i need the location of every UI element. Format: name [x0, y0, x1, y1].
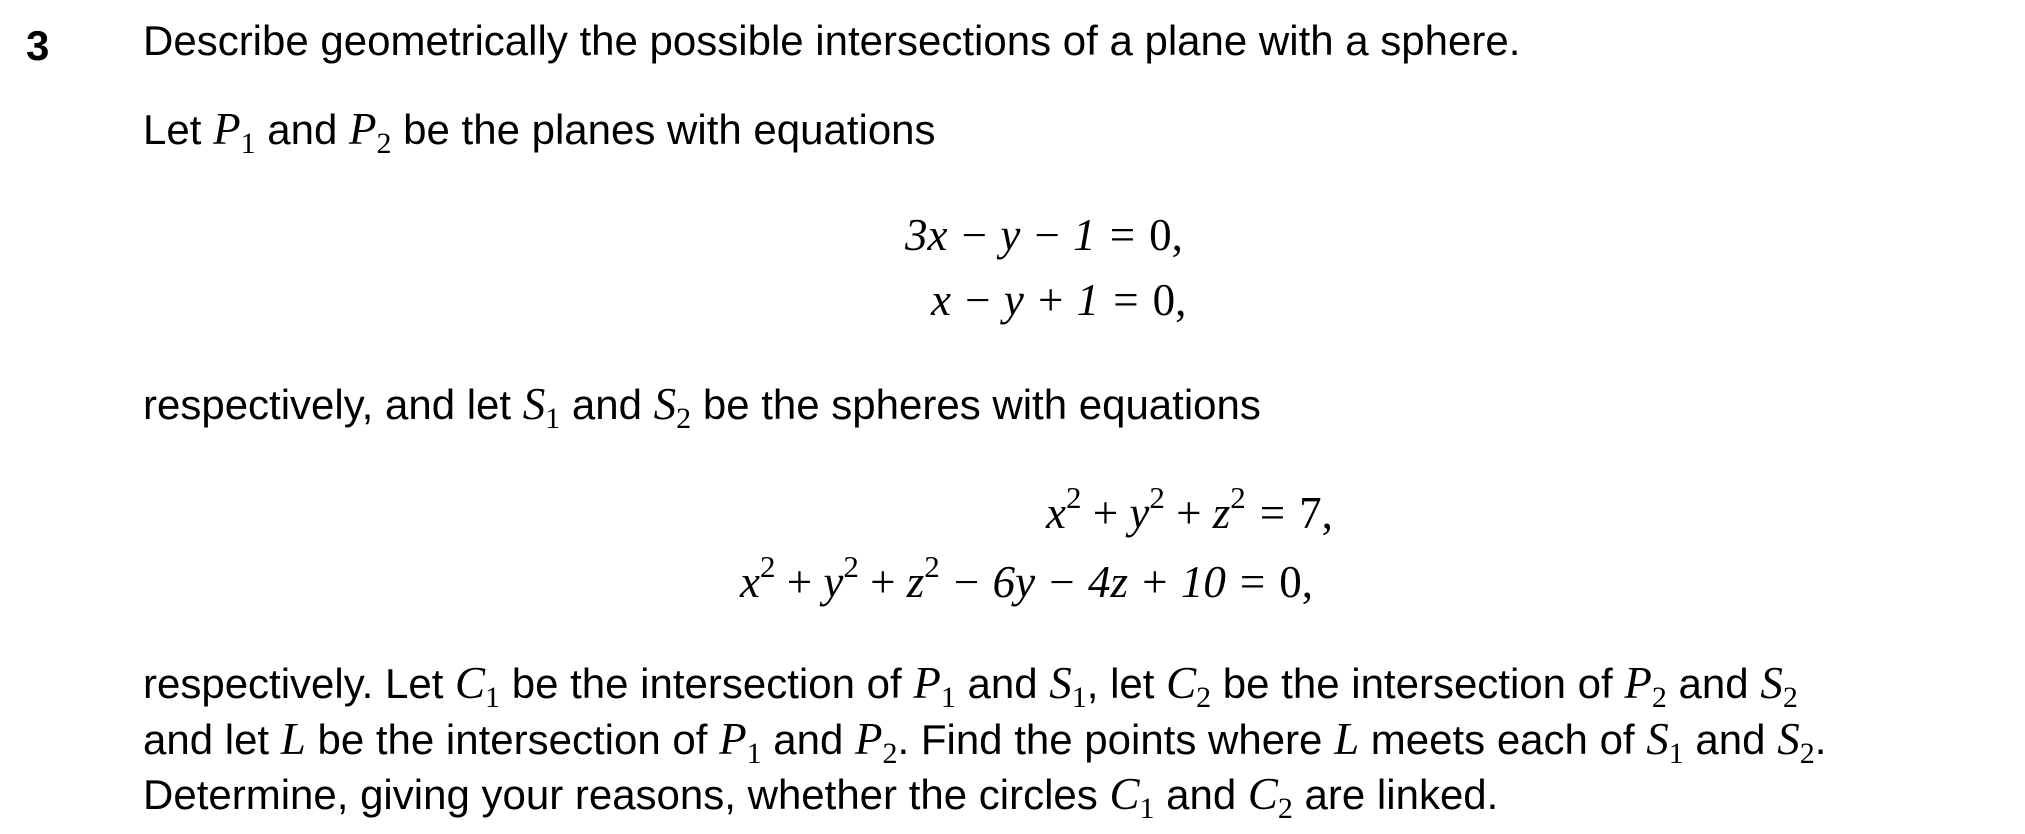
planes-intro-line: Let $P_1$ and $P_2$ be the planes with equations — [143, 104, 936, 160]
sphere-equation-1: $x^2 + y^2 + z^2 = 7$, — [1046, 480, 1333, 538]
plane-equation-2: x − y + 1 = 0, — [931, 275, 1187, 325]
question-number: 3 — [26, 22, 50, 69]
paragraph-line-2: and let L be the intersection of $P_1$ and $P_2$. Find the points where L meets each of $S_1$ and $S_2$. — [143, 714, 1827, 770]
paragraph-line-3: Determine, giving your reasons, whether the circles $C_1$ and $C_2$ are linked. — [143, 769, 1499, 825]
sphere-equation-2: $x^2 + y^2 + z^2 - 6y - 4z + 10 = 0$, — [740, 549, 1313, 607]
spheres-intro-line: respectively, and let $S_1$ and $S_2$ be the spheres with equations — [143, 379, 1261, 435]
plane-equation-1: 3x − y − 1 = 0, — [905, 210, 1183, 260]
question-intro-line: Describe geometrically the possible intersections of a plane with a sphere. — [143, 17, 1521, 64]
paragraph-line-1: respectively. Let $C_1$ be the intersection of $P_1$ and $S_1$, let $C_2$ be the intersection of $P_2$ and $S_2$ — [143, 658, 1798, 714]
